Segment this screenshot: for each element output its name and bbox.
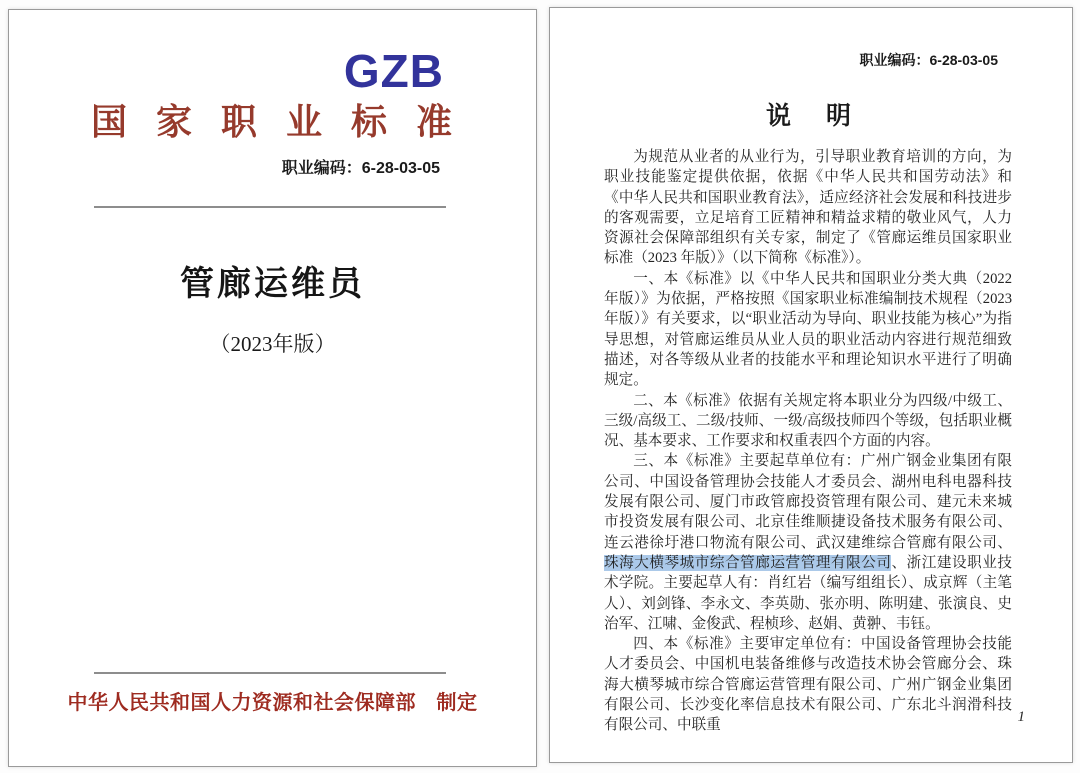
edition-label: （2023年版） xyxy=(209,332,336,356)
paragraph-item-4 xyxy=(604,634,1012,735)
explanation-heading: 说 明 xyxy=(765,102,856,130)
paragraph-text: 为规范从业者的从业行为，引导职业教育培训的方向，为职业技能鉴定提供依据，依据《中华人民共和国劳动法》和《中华人民共和国职业教育法》，适应经济社会发展和科技进步的客观需要，立足培育工匠精神和精益求精的敬业风气，人力资源社会保障部组织有关专家，制定了《管廊运维员国家职业标准（2023 年版）》（以下简称《标准》）。 xyxy=(604,149,1012,267)
paragraph-text: 四、本《标准》主要审定单位有：中国设备管理协会技能人才委员会、中国机电装备维修与改造技术协会管廊分会、珠海大横琴城市综合管廊运营管理有限公司、广州广钢金业集团有限公司、长沙变化率信息技术有限公司、广东北斗润滑科技有限公司、中联重 xyxy=(604,636,1012,734)
cover-page xyxy=(8,9,537,767)
paragraph-text: 三、本《标准》主要起草单位有：广州广钢金业集团有限公司、中国设备管理协会技能人才委员会、湖州电科电器科技发展有限公司、厦门市政管廊投资管理有限公司、建元未来城市投资发展有限公司、北京佳维顺捷设备技术服务有限公司、连云港徐圩港口物流有限公司、武汉建维综合管廊有限公司、 xyxy=(604,453,1012,551)
occupation-code-label: 职业编码：6-28-03-05 xyxy=(859,52,998,68)
paragraph-item-1 xyxy=(604,269,1012,391)
paragraph-item-2 xyxy=(604,391,1012,452)
series-title: 国家职业标准 xyxy=(91,102,452,142)
divider-top xyxy=(94,206,446,208)
highlighted-company: 珠海大横琴城市综合管廊运营管理有限公司 xyxy=(604,554,892,571)
page-number: 1 xyxy=(1017,709,1025,725)
publisher-line: 中华人民共和国人力资源和社会保障部 制定 xyxy=(67,692,478,714)
occupation-title: 管廊运维员 xyxy=(180,265,365,303)
occupation-code-label: 职业编码：6-28-03-05 xyxy=(281,160,440,177)
gzb-logo: GZB xyxy=(343,45,444,97)
paragraph-item-3 xyxy=(604,451,1012,634)
paragraph-text: 二、本《标准》依据有关规定将本职业分为四级/中级工、三级/高级工、二级/技师、一级/高级技师四个等级，包括职业概况、基本要求、工作要求和权重表四个方面的内容。 xyxy=(604,392,1012,450)
explanation-page xyxy=(549,7,1073,763)
divider-bottom xyxy=(94,672,446,674)
paragraph-text: 、浙江建设职业技术学院。主要起草人有：肖红岩（编写组组长）、成京辉（主笔人）、刘剑锋、李永文、李英勋、张亦明、陈明建、张演良、史治军、江啸、金俊武、程桢珍、赵娟、黄翀、韦钰。 xyxy=(604,554,1012,632)
body-text xyxy=(604,147,1012,736)
paragraph-preamble xyxy=(604,147,1012,269)
paragraph-text: 一、本《标准》以《中华人民共和国职业分类大典（2022 年版）》为依据，严格按照《国家职业标准编制技术规程（2023 年版）》有关要求，以“职业活动为导向、职业技能为核心”为指导思想，对管廊运维员从业人员的职业活动内容进行规范细致描述，对各等级从业者的技能水平和理论知识水平进行了明确规定。 xyxy=(604,270,1012,389)
